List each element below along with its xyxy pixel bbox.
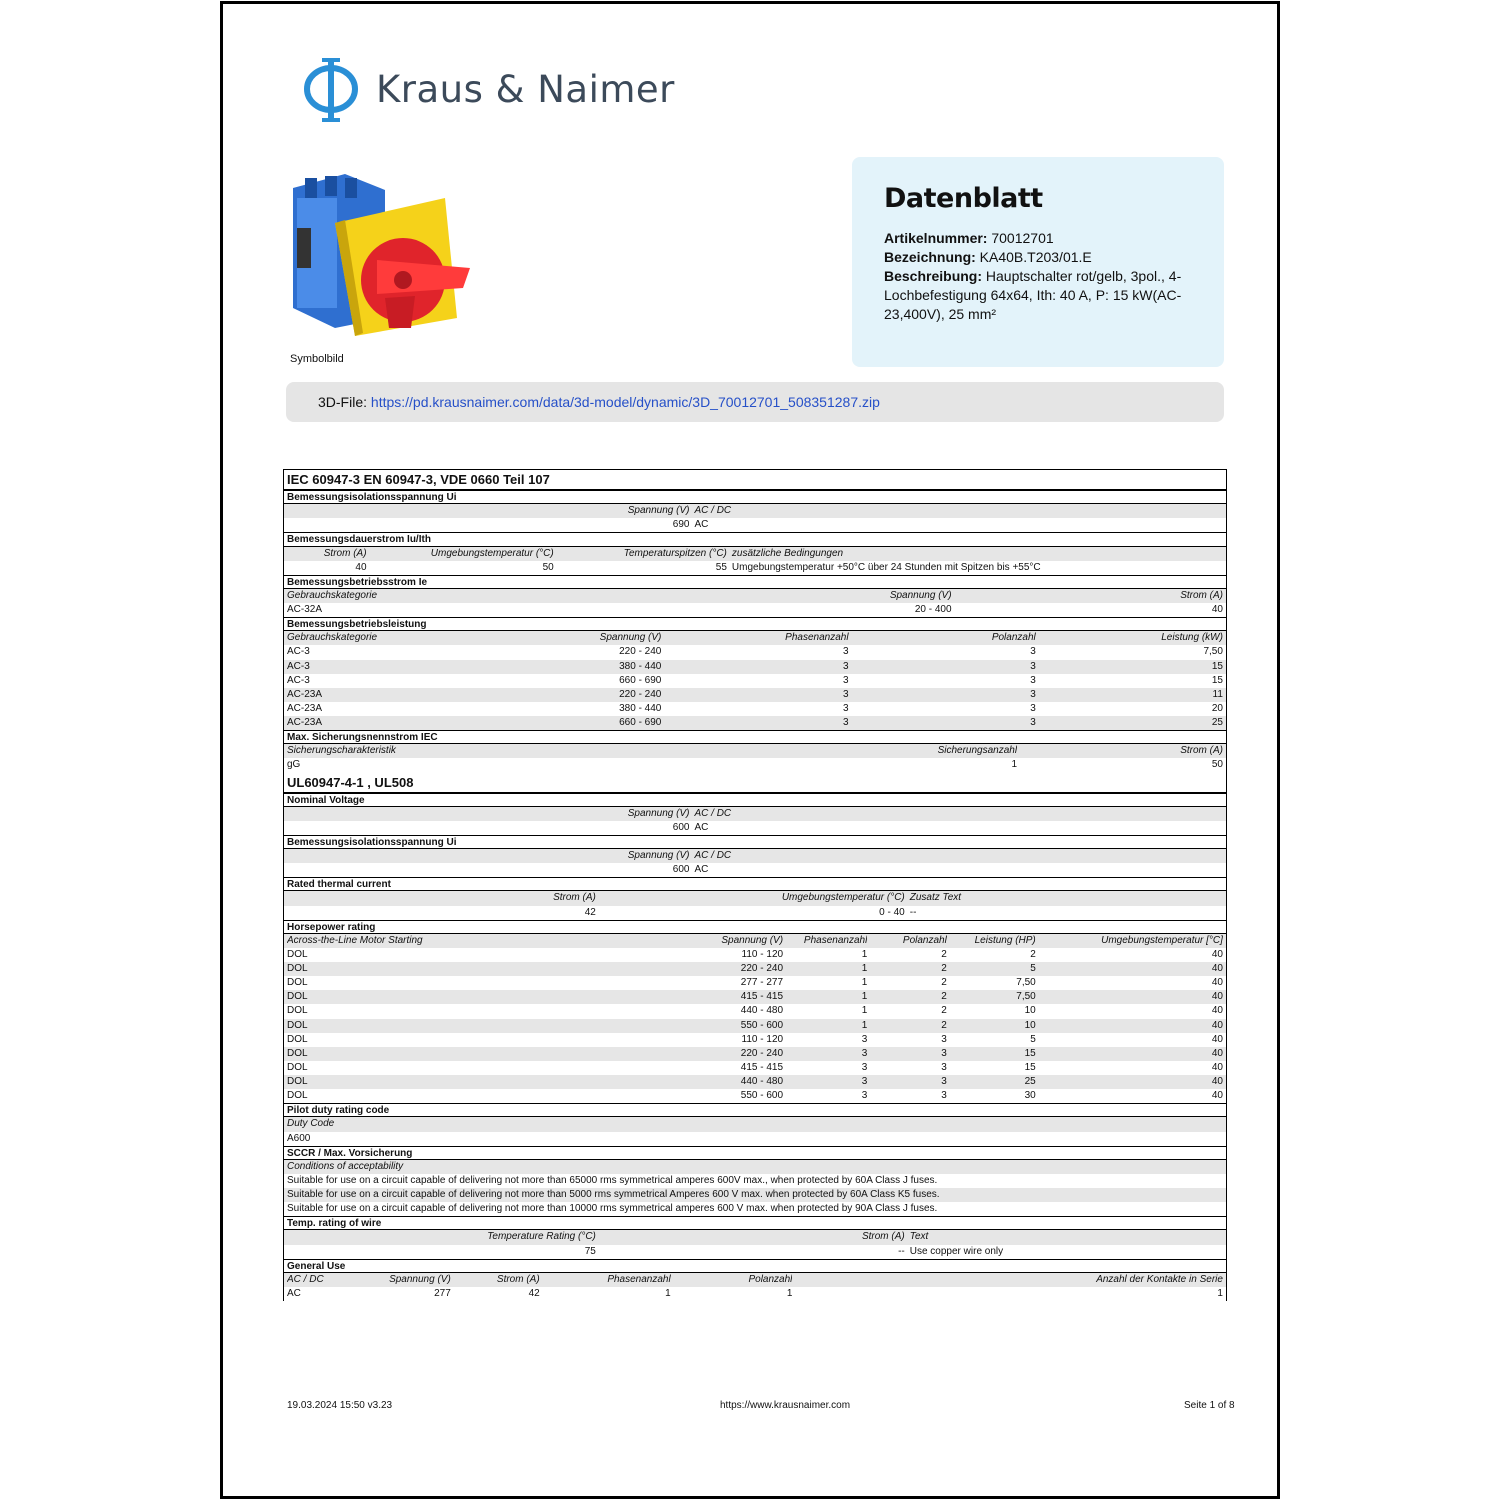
table-cell: 7,50 bbox=[1016, 977, 1036, 989]
column-header: Across-the-Line Motor Starting bbox=[287, 934, 423, 946]
table-row bbox=[284, 688, 1226, 702]
table-cell: AC-23A bbox=[287, 702, 323, 714]
table-cell: Suitable for use on a circuit capable of delivering not more than 65000 rms symmetrical amperes 600V max., when protected by 60A Class J fuses. bbox=[287, 1174, 938, 1186]
table-cell: -- bbox=[909, 906, 917, 918]
table-cell: 2 bbox=[941, 963, 947, 974]
table-cell: 550 - 600 bbox=[740, 1019, 784, 1031]
table-cell: 40 bbox=[1211, 1061, 1223, 1073]
table-cell: 5 bbox=[1030, 1033, 1036, 1045]
section-title: IEC 60947-3 EN 60947-3, VDE 0660 Teil 107 bbox=[284, 470, 1226, 490]
image-caption: Symbolbild bbox=[290, 353, 344, 365]
table-cell: 40 bbox=[1211, 977, 1223, 989]
table-row bbox=[284, 906, 1226, 920]
table-cell: 15 bbox=[1211, 674, 1223, 686]
table-row bbox=[284, 702, 1226, 716]
table-cell: 20 bbox=[1211, 702, 1223, 714]
table-cell: gG bbox=[287, 759, 301, 771]
section-title: Bemessungsbetriebsstrom Ie bbox=[284, 575, 1226, 589]
table-row bbox=[284, 716, 1226, 730]
table-cell: 600 bbox=[672, 864, 690, 876]
datasheet-infobox bbox=[852, 157, 1224, 367]
table-header-row bbox=[284, 547, 1226, 561]
table-cell: 3 bbox=[1030, 674, 1036, 686]
table-cell: 110 - 120 bbox=[741, 1033, 784, 1045]
table-cell: 220 - 240 bbox=[740, 963, 784, 974]
table-row bbox=[284, 645, 1226, 659]
spec-table bbox=[283, 469, 1227, 1301]
table-cell: 20 - 400 bbox=[914, 604, 952, 615]
table-row bbox=[284, 518, 1226, 532]
table-cell: 2 bbox=[941, 1005, 947, 1017]
column-header: Anzahl der Kontakte in Serie bbox=[1096, 1273, 1223, 1285]
column-header: Spannung (V) bbox=[889, 589, 952, 601]
article-number-value: 70012701 bbox=[991, 230, 1054, 246]
table-cell: 15 bbox=[1024, 1047, 1036, 1059]
table-cell: 3 bbox=[843, 702, 849, 714]
table-cell: A600 bbox=[287, 1132, 311, 1144]
column-header: Spannung (V) bbox=[599, 632, 662, 644]
table-cell: 40 bbox=[1211, 1076, 1223, 1087]
table-cell: 3 bbox=[843, 646, 849, 658]
table-header-row bbox=[284, 1273, 1226, 1287]
section-title: Nominal Voltage bbox=[284, 793, 1226, 807]
designation-line bbox=[884, 248, 1192, 267]
table-cell: 15 bbox=[1211, 660, 1223, 672]
table-cell: 25 bbox=[1024, 1076, 1036, 1087]
column-header: Polanzahl bbox=[902, 934, 947, 946]
column-header: AC / DC bbox=[694, 850, 732, 861]
table-row bbox=[284, 1132, 1226, 1146]
column-header: Gebrauchskategorie bbox=[287, 632, 378, 644]
table-cell: 3 bbox=[861, 1090, 868, 1102]
table-cell: 40 bbox=[1211, 1019, 1223, 1031]
table-header-row bbox=[284, 891, 1226, 905]
table-row bbox=[284, 1188, 1226, 1202]
table-cell: 3 bbox=[941, 1047, 947, 1059]
table-cell: 25 bbox=[1211, 717, 1223, 728]
column-header: Strom (A) bbox=[861, 1231, 905, 1243]
table-cell: 2 bbox=[941, 991, 947, 1003]
designation-label: Bezeichnung: bbox=[884, 249, 976, 265]
table-cell: Suitable for use on a circuit capable of delivering not more than 10000 rms symmetrical amperes 600 V max. when protected by 90A Class J fuses. bbox=[287, 1203, 938, 1215]
table-cell: DOL bbox=[287, 1090, 308, 1102]
table-cell: 220 - 240 bbox=[619, 646, 662, 658]
table-cell: 3 bbox=[843, 688, 849, 700]
table-cell: 40 bbox=[1211, 963, 1223, 974]
table-cell: AC-3 bbox=[287, 674, 310, 686]
column-header: Zusatz Text bbox=[909, 892, 962, 904]
table-cell: AC bbox=[694, 864, 709, 876]
table-cell: DOL bbox=[287, 1005, 308, 1017]
table-cell: 2 bbox=[1030, 948, 1036, 960]
table-row bbox=[284, 674, 1226, 688]
table-cell: AC-3 bbox=[287, 660, 310, 672]
table-row bbox=[284, 1089, 1226, 1103]
table-cell: 277 - 277 bbox=[740, 977, 784, 989]
table-row bbox=[284, 1174, 1226, 1188]
table-cell: 7,50 bbox=[1203, 646, 1223, 658]
table-cell: AC-3 bbox=[287, 646, 310, 658]
section-title: Pilot duty rating code bbox=[284, 1103, 1226, 1117]
table-cell: 0 - 40 bbox=[879, 906, 905, 918]
table-row bbox=[284, 1245, 1226, 1259]
table-cell: DOL bbox=[287, 948, 308, 960]
table-cell: 415 - 415 bbox=[740, 991, 784, 1003]
table-cell: 1 bbox=[665, 1287, 671, 1299]
table-cell: 380 - 440 bbox=[619, 660, 662, 672]
table-header-row bbox=[284, 807, 1226, 821]
column-header: Leistung (kW) bbox=[1161, 632, 1223, 644]
table-cell: 600 bbox=[672, 821, 690, 833]
table-cell: DOL bbox=[287, 1076, 308, 1087]
table-row bbox=[284, 990, 1226, 1004]
column-header: Strom (A) bbox=[1180, 589, 1223, 601]
table-row bbox=[284, 1033, 1226, 1047]
table-row bbox=[284, 1075, 1226, 1089]
table-header-row bbox=[284, 504, 1226, 518]
column-header: Polanzahl bbox=[748, 1273, 793, 1285]
table-cell: 2 bbox=[941, 948, 947, 960]
table-cell: 220 - 240 bbox=[619, 688, 662, 700]
column-header: Conditions of acceptability bbox=[287, 1160, 404, 1172]
table-cell: 30 bbox=[1024, 1090, 1036, 1102]
column-header: Text bbox=[909, 1231, 929, 1243]
table-cell: 1 bbox=[1011, 759, 1018, 771]
table-cell: 3 bbox=[861, 1033, 868, 1045]
section-title: Temp. rating of wire bbox=[284, 1216, 1226, 1230]
table-row bbox=[284, 1202, 1226, 1216]
table-cell: 7,50 bbox=[1016, 991, 1036, 1003]
table-cell: 220 - 240 bbox=[740, 1047, 784, 1059]
table-cell: 2 bbox=[941, 1019, 947, 1031]
table-cell: 3 bbox=[1030, 688, 1036, 700]
column-header: Spannung (V) bbox=[627, 807, 690, 819]
3d-file-bar bbox=[286, 382, 1224, 422]
table-cell: 75 bbox=[584, 1245, 596, 1257]
table-cell: 10 bbox=[1024, 1005, 1036, 1017]
column-header: Temperaturspitzen (°C) bbox=[623, 547, 727, 559]
table-cell: DOL bbox=[287, 1019, 308, 1031]
table-cell: 440 - 480 bbox=[740, 1076, 784, 1087]
table-cell: 55 bbox=[715, 561, 727, 573]
table-cell: 42 bbox=[528, 1287, 540, 1299]
column-header: AC / DC bbox=[694, 807, 732, 819]
table-cell: AC bbox=[287, 1287, 301, 1299]
column-header: Umgebungstemperatur (°C) bbox=[430, 547, 554, 559]
table-cell: 2 bbox=[941, 977, 947, 989]
description-label: Beschreibung: bbox=[884, 268, 983, 284]
table-cell: 1 bbox=[786, 1287, 793, 1299]
section-title: Bemessungsisolationsspannung Ui bbox=[284, 490, 1226, 504]
table-header-row bbox=[284, 1230, 1226, 1244]
table-cell: 40 bbox=[1211, 604, 1223, 615]
column-header: Strom (A) bbox=[496, 1273, 540, 1285]
section-title: SCCR / Max. Vorsicherung bbox=[284, 1146, 1226, 1160]
table-cell: 1 bbox=[861, 977, 868, 989]
table-cell: 11 bbox=[1212, 688, 1223, 700]
section-title: General Use bbox=[284, 1259, 1226, 1273]
table-cell: Umgebungstemperatur +50°C über 24 Stunden mit Spitzen bis +55°C bbox=[731, 561, 1041, 573]
table-row bbox=[284, 1287, 1226, 1301]
table-cell: DOL bbox=[287, 1047, 308, 1059]
column-header: Strom (A) bbox=[553, 892, 596, 904]
table-cell: 660 - 690 bbox=[619, 717, 662, 728]
table-row bbox=[284, 1047, 1226, 1061]
section-title: Bemessungsbetriebsleistung bbox=[284, 617, 1226, 631]
table-cell: DOL bbox=[287, 991, 308, 1003]
table-cell: 3 bbox=[1030, 660, 1036, 672]
table-header-row bbox=[284, 589, 1226, 603]
table-cell: 3 bbox=[861, 1047, 868, 1059]
table-cell: 3 bbox=[941, 1061, 947, 1073]
column-header: Umgebungstemperatur [°C] bbox=[1101, 934, 1223, 946]
table-cell: 1 bbox=[861, 948, 868, 960]
table-cell: 690 bbox=[672, 519, 690, 531]
table-cell: AC bbox=[694, 821, 709, 833]
table-cell: DOL bbox=[287, 977, 308, 989]
column-header: Leistung (HP) bbox=[974, 934, 1036, 946]
table-cell: AC-32A bbox=[287, 604, 323, 615]
3d-file-link[interactable]: https://pd.krausnaimer.com/data/3d-model/dynamic/3D_70012701_508351287.zip bbox=[370, 394, 880, 410]
table-row bbox=[284, 948, 1226, 962]
article-number-line bbox=[884, 229, 1192, 248]
brand-name: Kraus & Naimer bbox=[376, 68, 675, 111]
table-cell: 1 bbox=[1217, 1287, 1223, 1299]
section-title: Bemessungsisolationsspannung Ui bbox=[284, 835, 1226, 849]
table-cell: 1 bbox=[861, 1019, 868, 1031]
table-cell: 3 bbox=[941, 1033, 947, 1045]
table-cell: 110 - 120 bbox=[741, 948, 784, 960]
table-cell: 380 - 440 bbox=[619, 702, 662, 714]
table-cell: 40 bbox=[1211, 1090, 1223, 1102]
description-value: Hauptschalter rot/gelb, 3pol., 4-Lochbefestigung 64x64, Ith: 40 A, P: 15 kW(AC-23,400V), 25 mm² bbox=[884, 268, 1182, 322]
table-cell: 440 - 480 bbox=[740, 1005, 784, 1017]
section-title: Horsepower rating bbox=[284, 920, 1226, 934]
table-cell: 3 bbox=[1030, 646, 1036, 658]
column-header: zusätzliche Bedingungen bbox=[731, 547, 844, 559]
table-cell: Use copper wire only bbox=[909, 1245, 1004, 1257]
table-cell: 15 bbox=[1024, 1061, 1036, 1073]
table-header-row bbox=[284, 934, 1226, 948]
column-header: Sicherungscharakteristik bbox=[287, 745, 396, 757]
table-cell: 40 bbox=[1211, 948, 1223, 960]
table-header-row bbox=[284, 631, 1226, 645]
table-cell: 3 bbox=[941, 1090, 947, 1102]
table-row bbox=[284, 1004, 1226, 1018]
column-header: Strom (A) bbox=[1180, 745, 1223, 757]
table-cell: 1 bbox=[861, 1005, 868, 1017]
column-header: Phasenanzahl bbox=[785, 632, 849, 644]
table-cell: 50 bbox=[542, 561, 554, 573]
table-cell: Suitable for use on a circuit capable of delivering not more than 5000 rms symmetrical Amperes 600 V max. when protected by 60A Class K5 fuses. bbox=[287, 1189, 940, 1200]
table-row bbox=[284, 863, 1226, 877]
table-row bbox=[284, 603, 1226, 617]
table-cell: 3 bbox=[861, 1061, 868, 1073]
section-title: Bemessungsdauerstrom Iu/Ith bbox=[284, 532, 1226, 546]
table-cell: 3 bbox=[941, 1076, 947, 1087]
column-header: Polanzahl bbox=[991, 632, 1036, 644]
table-cell: 40 bbox=[355, 561, 367, 573]
table-cell: 5 bbox=[1030, 963, 1036, 974]
table-cell: 277 bbox=[434, 1287, 451, 1299]
table-header-row bbox=[284, 849, 1226, 863]
column-header: Strom (A) bbox=[323, 547, 367, 559]
footer-page: Seite 1 of 8 bbox=[1184, 1400, 1235, 1411]
column-header: AC / DC bbox=[287, 1273, 324, 1285]
table-row bbox=[284, 660, 1226, 674]
section-title: Rated thermal current bbox=[284, 877, 1226, 891]
column-header: Phasenanzahl bbox=[803, 934, 868, 946]
table-header-row bbox=[284, 1160, 1226, 1174]
table-row bbox=[284, 821, 1226, 835]
designation-value: KA40B.T203/01.E bbox=[979, 249, 1092, 265]
column-header: Sicherungsanzahl bbox=[937, 745, 1018, 757]
article-number-label: Artikelnummer: bbox=[884, 230, 988, 246]
table-row bbox=[284, 976, 1226, 990]
table-cell: 660 - 690 bbox=[619, 674, 662, 686]
column-header: Spannung (V) bbox=[627, 505, 690, 517]
table-cell: 40 bbox=[1211, 1047, 1223, 1059]
table-cell: 3 bbox=[843, 674, 849, 686]
table-cell: 3 bbox=[843, 660, 849, 672]
table-row bbox=[284, 1019, 1226, 1033]
table-row bbox=[284, 758, 1226, 772]
description-line bbox=[884, 267, 1192, 324]
table-header-row bbox=[284, 1117, 1226, 1131]
table-cell: 3 bbox=[1030, 702, 1036, 714]
3d-file-label: 3D-File: bbox=[318, 394, 368, 410]
column-header: Duty Code bbox=[287, 1118, 335, 1130]
table-cell: 415 - 415 bbox=[740, 1061, 784, 1073]
table-cell: 42 bbox=[584, 906, 596, 918]
table-cell: 3 bbox=[843, 717, 849, 728]
column-header: Spannung (V) bbox=[721, 934, 784, 946]
column-header: AC / DC bbox=[694, 505, 732, 517]
datasheet-title: Datenblatt bbox=[884, 183, 1043, 214]
table-cell: DOL bbox=[287, 1061, 308, 1073]
table-cell: DOL bbox=[287, 1033, 308, 1045]
column-header: Phasenanzahl bbox=[607, 1273, 671, 1285]
table-row bbox=[284, 962, 1226, 976]
table-cell: -- bbox=[898, 1245, 905, 1257]
table-row bbox=[284, 561, 1226, 575]
table-cell: 40 bbox=[1211, 1005, 1223, 1017]
table-cell: AC-23A bbox=[287, 688, 323, 700]
table-cell: 3 bbox=[1030, 717, 1036, 728]
table-cell: 10 bbox=[1024, 1019, 1036, 1031]
footer-url[interactable]: https://www.krausnaimer.com bbox=[720, 1400, 851, 1411]
column-header: Umgebungstemperatur (°C) bbox=[781, 892, 905, 904]
table-cell: AC bbox=[694, 519, 709, 531]
table-cell: 1 bbox=[861, 991, 868, 1003]
column-header: Gebrauchskategorie bbox=[287, 589, 378, 601]
table-cell: 50 bbox=[1211, 759, 1223, 771]
table-cell: AC-23A bbox=[287, 717, 323, 728]
table-cell: 40 bbox=[1211, 991, 1223, 1003]
table-row bbox=[284, 1061, 1226, 1075]
table-header-row bbox=[284, 744, 1226, 758]
table-cell: 40 bbox=[1211, 1033, 1223, 1045]
footer-date: 19.03.2024 15:50 v3.23 bbox=[287, 1400, 393, 1411]
column-header: Spannung (V) bbox=[389, 1273, 451, 1285]
column-header: Temperature Rating (°C) bbox=[487, 1231, 596, 1243]
column-header: Spannung (V) bbox=[627, 850, 690, 861]
section-title: Max. Sicherungsnennstrom IEC bbox=[284, 730, 1226, 744]
product-image bbox=[285, 168, 480, 343]
table-cell: 3 bbox=[861, 1076, 868, 1087]
section-title: UL60947-4-1 , UL508 bbox=[284, 773, 1226, 793]
table-cell: DOL bbox=[287, 963, 308, 974]
table-cell: 550 - 600 bbox=[740, 1090, 784, 1102]
table-cell: 1 bbox=[861, 963, 868, 974]
